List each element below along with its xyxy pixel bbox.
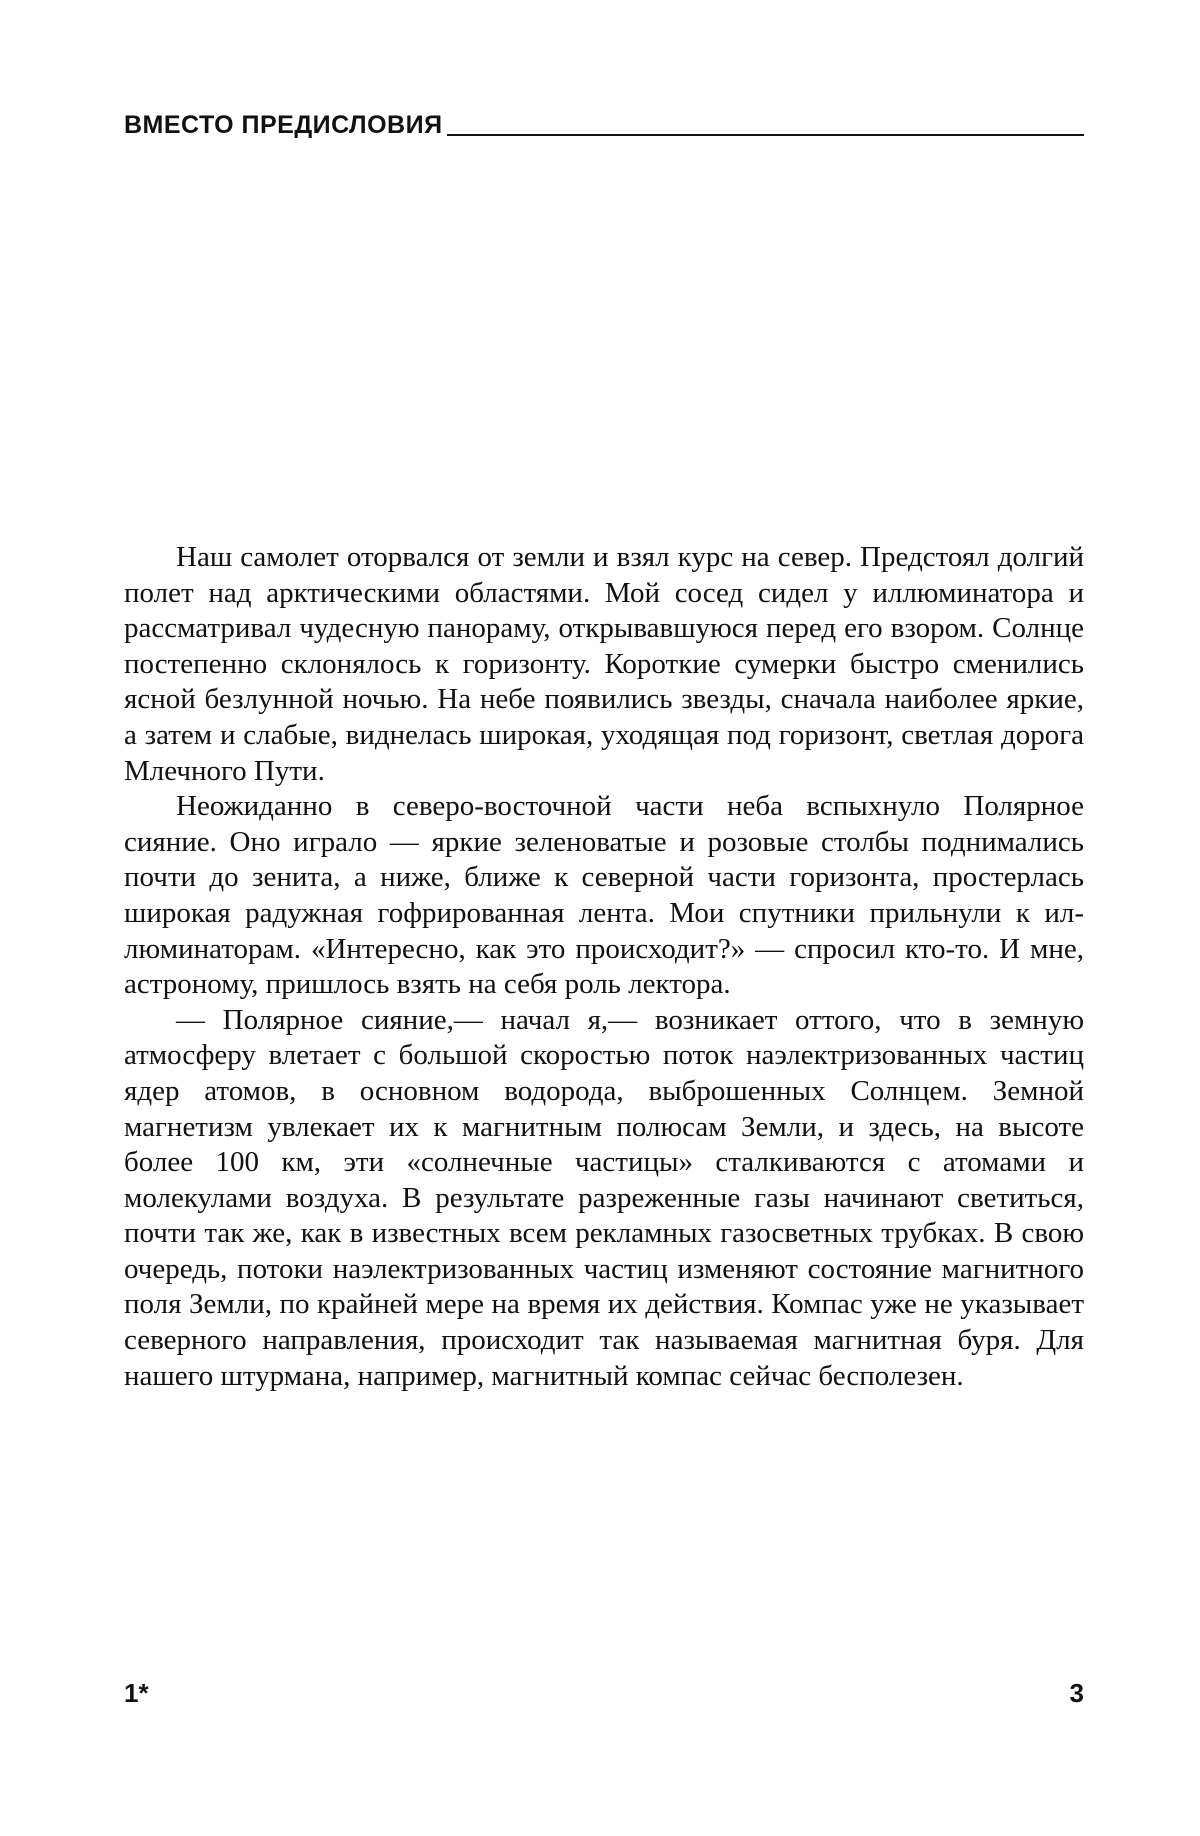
book-page [0,0,1200,1836]
section-title: ВМЕСТО ПРЕДИСЛОВИЯ [124,113,443,140]
paragraph-1: Наш самолет оторвался от земли и взял курс на север. Предстоял долгий полет над арктическими областями. Мой сосед сидел у иллюминатора и рассматривал чудесную па­нораму, открывавшуюся перед его взором. Солнце посте­пенно склонялось к горизонту. Короткие сумерки быстро сменились ясной безлунной ночью. На небе появились звезды, сначала наиболее яркие, а затем и слабые, видне­лась широкая, уходящая под горизонт, светлая дорога Млечного Пути. [124,540,1084,789]
running-header [124,106,1084,140]
signature-mark: 1* [124,1678,149,1709]
page-number: 3 [1070,1678,1084,1709]
paragraph-3: — Полярное сияние,— начал я,— возникает оттого, что в земную атмосферу влетает с большой скоростью поток наэлектризованных частиц ядер атомов, в основном водо­рода, выброшенных Солнцем. Земной магнетизм увлекает их к магнитным полюсам Земли, и здесь, на высоте более 100 км, эти «солнечные частицы» сталкиваются с атомами и молекулами воздуха. В результате разреженные газы на­чинают светиться, почти так же, как в известных всем рек­ламных газосветных трубках. В свою очередь, потоки на­электризованных частиц изменяют состояние магнитного поля Земли, по крайней мере на время их действия. Ком­пас уже не указывает северного направления, происходит так называемая магнитная буря. Для нашего штурмана, например, магнитный компас сейчас бесполезен. [124,1003,1084,1395]
header-rule [447,134,1084,136]
paragraph-2: Неожиданно в северо-восточной части неба вспыхнуло Полярное сияние. Оно играло — яркие зеленоватые и ро­зовые столбы поднимались почти до зенита, а ниже, ближе к северной части горизонта, простерлась широкая радуж­ная гофрированная лента. Мои спутники прильнули к ил­люминаторам. «Интересно, как это происходит?» — спро­сил кто-то. И мне, астроному, пришлось взять на себя роль лектора. [124,789,1084,1003]
main-text [124,540,1084,1394]
